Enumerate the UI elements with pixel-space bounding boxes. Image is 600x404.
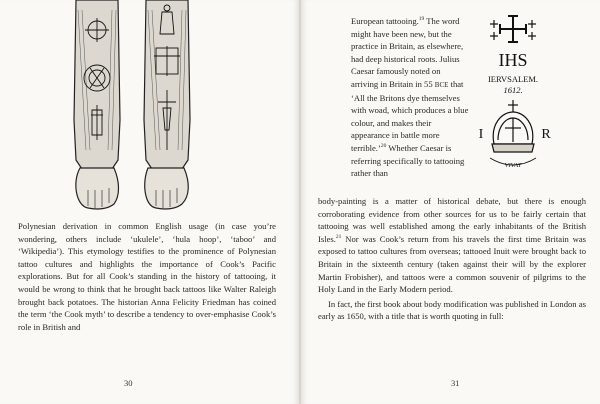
left-page-number: 30 xyxy=(124,378,133,388)
right-wide-text xyxy=(318,195,586,323)
footnote-ref-21: 21 xyxy=(335,233,342,240)
vivat-label: VIVAT xyxy=(504,162,522,169)
left-paragraph: Polynesian derivation in common English usage (in case you’re wondering, others include ‘ukulele’, ‘hula hoop’, ‘taboo’ and ‘Wikipedia’). This etymology testifies to the prominence of Polynesian tattoo cultures and highlights the importance of Cook’s Pacific explorations. But for all Cook’s standing in the history of tattooing, it would be wrong to think that he brought back tattoos like Walter Raleigh brought back potatoes. The historian Anna Felicity Friedman has coined the term ‘the Cook myth’ to describe a tendency to over-emphasise Cook’s role in British and xyxy=(18,221,276,332)
wide-text-a: body-painting is a matter of historical debate, but there is enough corroborating evidence from other sources for us to be fairly certain that tattooing was well established among the early inhabitants of the British Isles. xyxy=(318,196,586,244)
narrow-text-d: Whether Caesar is referring specifically to tattooing rather than xyxy=(351,142,465,179)
right-narrow-text xyxy=(351,15,469,180)
footnote-ref-19: 19 xyxy=(418,16,425,23)
jerusalem-tattoo-emblem xyxy=(472,12,554,178)
wide-text-b: Nor was Cook’s return from his travels the first time Britain was exposed to tattoo cultures from overseas; tattooed Inuit were brought back to Britain in the sixteenth century (taken against their will by the explorer Martin Frobisher), and tattoos were a common souvenir of pilgrims to the Holy Land in the Early Modern period. xyxy=(318,233,586,295)
left-body-text xyxy=(18,220,276,333)
right-paragraph-2: In fact, the first book about body modification was published in London as early as 1650, with a title that is worth quoting in full: xyxy=(318,298,586,322)
initial-r: R xyxy=(541,127,551,142)
ihs-monogram: IHS xyxy=(498,50,528,70)
ierusalem-label: IERVSALEM. xyxy=(487,74,539,84)
initial-i: I xyxy=(478,127,484,142)
narrow-text-c: that ‘All the Britons dye themselves with woad, which produces a blue colour, and makes their appearance in battle more terrible.’ xyxy=(351,78,469,153)
right-paragraph-1 xyxy=(318,195,586,296)
right-narrow-paragraph xyxy=(351,15,469,180)
jerusalem-cross-icon xyxy=(500,16,526,42)
narrow-text-a: European tattooing. xyxy=(351,16,419,26)
bce-smallcaps: BCE xyxy=(434,80,449,89)
narrow-text-b: The word might have been new, but the practice in Britain, as elsewhere, had deep historical roots. Julius Caesar famously noted on arriving in Britain in 55 xyxy=(351,16,464,89)
emblem-year: 1612. xyxy=(503,85,523,95)
right-page-number: 31 xyxy=(451,378,460,388)
crown-icon xyxy=(492,100,534,152)
left-page xyxy=(0,0,299,404)
tattooed-arms-illustration xyxy=(62,0,202,212)
footnote-ref-20: 20 xyxy=(380,143,387,150)
